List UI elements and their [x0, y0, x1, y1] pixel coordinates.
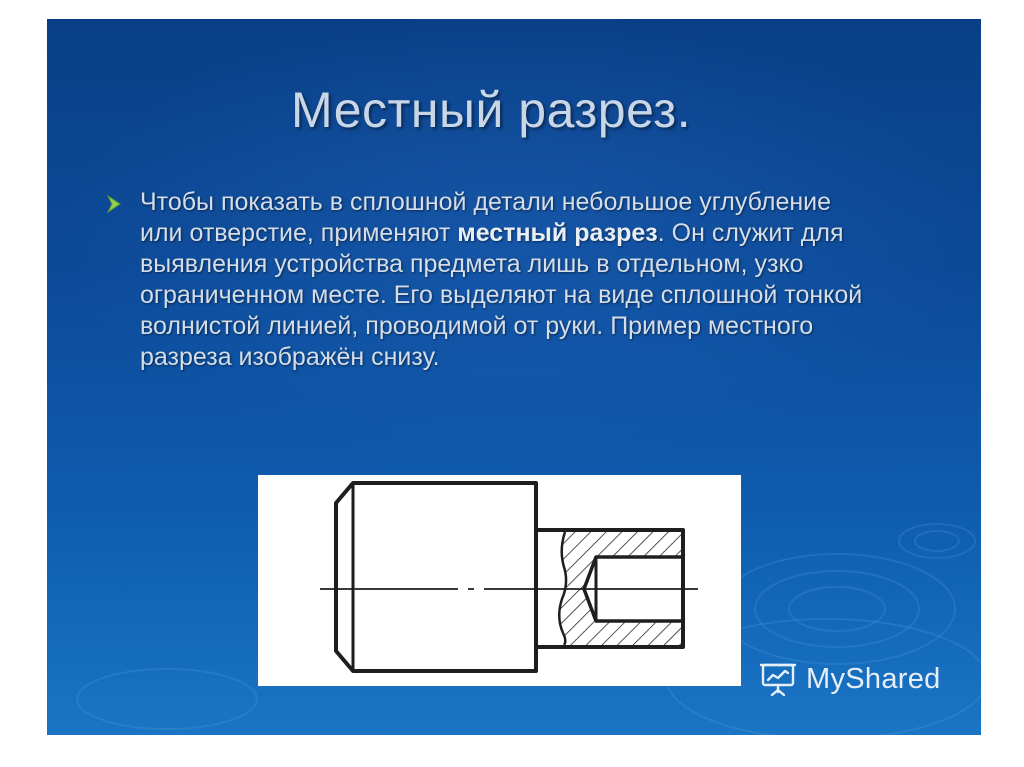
- paragraph-text-end: . Он служит для выявления устройства предмета лишь в отдельном, узко ограниченном месте. Его выделяют на виде сплошной тонкой волнистой линией, проводимой от руки. Пример местного разреза изображён снизу.: [140, 219, 863, 371]
- slide-title: Местный разрез.: [291, 82, 692, 138]
- presentation-board-icon: [758, 659, 798, 699]
- watermark-text: MyShared: [806, 662, 941, 695]
- local-section-drawing: [258, 475, 741, 686]
- myshared-watermark: [758, 657, 941, 701]
- shaft-large-body: [336, 483, 536, 671]
- slide: [47, 19, 981, 735]
- body-paragraph: [140, 187, 880, 373]
- paragraph-bold-term: местный разрез: [457, 219, 658, 247]
- arrow-bullet-icon: [105, 192, 125, 216]
- paragraph-text-start: Чтобы показать в сплошной детали небольшое углубление или отверстие, применяют: [140, 188, 832, 247]
